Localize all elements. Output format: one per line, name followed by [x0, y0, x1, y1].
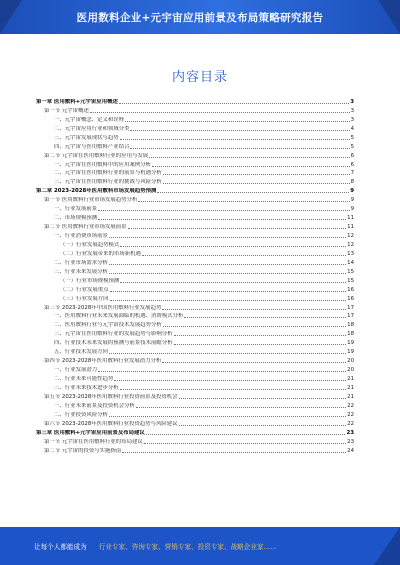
toc-entry-label: （二）行业发展重点 — [60, 286, 109, 293]
toc-leader-dots — [162, 362, 346, 363]
toc-entry[interactable] — [36, 248, 354, 257]
header-bar — [0, 0, 400, 34]
toc-entry-page: 17 — [347, 313, 354, 320]
toc-entry-page: 5 — [350, 134, 354, 141]
toc-entry-page: 4 — [350, 125, 354, 132]
toc-entry-label: 三、元宇宙在医用敷料行业的挑战与风险分析 — [54, 179, 162, 186]
toc-leader-dots — [142, 255, 346, 256]
toc-entry-page: 16 — [347, 286, 354, 293]
toc-leader-dots — [130, 130, 349, 131]
toc-entry[interactable] — [36, 445, 354, 454]
toc-leader-dots — [109, 273, 346, 274]
toc-entry-label: （一）行业发展趋势模式 — [60, 241, 120, 248]
toc-leader-dots — [184, 317, 346, 318]
toc-leader-dots — [120, 389, 346, 390]
toc-entry[interactable] — [36, 266, 354, 275]
toc-entry-page: 9 — [350, 188, 354, 195]
toc-entry-label: 第一节 元宇宙在医用敷料行业的布局建议 — [44, 438, 143, 445]
toc-entry[interactable] — [36, 328, 354, 337]
toc-entry-label: 二、行业投资风险分析 — [54, 411, 108, 418]
toc-leader-dots — [163, 174, 350, 175]
toc-entry-page: 21 — [347, 393, 354, 400]
toc-entry-page: 20 — [347, 367, 354, 374]
toc-entry-label: 二、元宇宙应用行业和领域分类 — [54, 125, 130, 132]
toc-leader-dots — [174, 335, 347, 336]
toc-leader-dots — [120, 282, 346, 283]
toc-entry-page: 6 — [350, 152, 354, 159]
toc-entry-label: 二、行业市场需求分析 — [54, 259, 108, 266]
toc-leader-dots — [109, 264, 346, 265]
footer-bar — [0, 527, 400, 565]
toc-entry-page: 15 — [347, 277, 354, 284]
toc-entry-page: 22 — [347, 420, 354, 427]
toc-entry-page: 12 — [347, 241, 354, 248]
toc-leader-dots — [98, 371, 346, 372]
toc-entry-page: 21 — [347, 384, 354, 391]
toc-entry-label: 二、医用敷料行业与元宇宙技术发展趋势分析 — [54, 322, 162, 329]
toc-leader-dots — [157, 192, 349, 193]
toc-entry-label: （二）行业发展带来的市场新机遇 — [60, 250, 141, 257]
toc-entry-label: 三、元宇宙在医用敷料行业的发展趋势与影响分析 — [54, 331, 173, 338]
toc-entry-label: （三）行业发展方向 — [60, 295, 109, 302]
toc-entry-label: 第二节 元宇宙的投资与实施指南 — [44, 447, 122, 454]
toc-entry[interactable] — [36, 275, 354, 284]
toc-leader-dots — [110, 291, 347, 292]
toc-heading: 内容目录 — [171, 70, 228, 85]
toc-entry[interactable] — [36, 284, 354, 293]
toc-leader-dots — [146, 434, 346, 435]
toc-entry[interactable] — [36, 427, 354, 436]
toc-leader-dots — [138, 201, 349, 202]
toc-entry-label: 第一节 医用敷料行业市场发展趋势分析 — [44, 197, 138, 204]
toc-leader-dots — [90, 112, 350, 113]
toc-entry[interactable] — [36, 230, 354, 239]
toc-entry-page: 18 — [347, 322, 354, 329]
toc-leader-dots — [114, 380, 346, 381]
toc-leader-dots — [163, 326, 346, 327]
toc-leader-dots — [179, 425, 347, 426]
toc-leader-dots — [120, 139, 350, 140]
toc-entry[interactable] — [36, 293, 354, 302]
toc-entry-page: 22 — [347, 411, 354, 418]
toc-entry-label: （一）行业市场规模预测 — [60, 277, 120, 284]
toc-entry-label: 第二章 2023-2028年医用敷料市场发展趋势预测 — [36, 188, 157, 195]
toc-entry-label: 三、行业未来发展分析 — [54, 268, 108, 275]
toc-entry-page: 3 — [350, 98, 354, 105]
toc-entry[interactable] — [36, 418, 354, 427]
toc-entry[interactable] — [36, 176, 354, 185]
toc-entry-page: 3 — [350, 107, 354, 114]
toc-entry[interactable] — [36, 168, 354, 177]
toc-entry-label: 五、行业技术发展方向 — [54, 349, 108, 356]
toc-entry-label: 二、行业未来可能性趋势 — [54, 376, 114, 382]
toc-entry[interactable] — [36, 257, 354, 266]
toc-entry[interactable] — [36, 194, 354, 203]
toc-entry-page: 19 — [347, 349, 354, 356]
toc-entry[interactable] — [36, 114, 354, 123]
toc-entry-page: 24 — [347, 447, 354, 454]
toc-leader-dots — [130, 148, 349, 149]
toc-leader-dots — [109, 353, 346, 354]
toc-entry[interactable] — [36, 203, 354, 212]
toc-entry[interactable] — [36, 159, 354, 168]
toc-entry-page: 16 — [347, 295, 354, 302]
toc-entry-label: 第二节 医用敷料行业市场发展前景 — [44, 224, 127, 231]
toc-leader-dots — [152, 166, 350, 167]
toc-entry-page: 11 — [347, 215, 354, 222]
toc-entry-label: 第四节 2023-2028年医用敷料行业发展潜力分析 — [44, 358, 162, 365]
toc-entry[interactable] — [36, 302, 354, 311]
toc-entry-label: 第五节 2023-2028年医用敷料行业投资前景及投资机会 — [44, 393, 178, 400]
toc-entry[interactable] — [36, 123, 354, 132]
footer-slogan — [34, 541, 277, 551]
toc-entry-label: 一、行业发展前景 — [54, 206, 98, 213]
toc-entry[interactable] — [36, 337, 354, 346]
toc-leader-dots — [98, 210, 349, 211]
toc-entry[interactable] — [36, 364, 354, 373]
toc-leader-dots — [162, 309, 346, 310]
toc-entry[interactable] — [36, 239, 354, 248]
toc-entry-page: 5 — [350, 143, 354, 150]
toc-entry-page: 18 — [347, 331, 354, 338]
toc-entry-page: 7 — [350, 170, 354, 177]
toc-entry-page: 17 — [347, 304, 354, 311]
toc-entry-page: 23 — [346, 429, 354, 436]
toc-entry-label: 四、行业技术未来发展的预测与前景技术前瞻分析 — [54, 340, 173, 347]
toc-leader-dots — [163, 183, 350, 184]
toc-entry-label: 三、元宇宙发展现状与趋势 — [54, 134, 119, 141]
toc-entry-page: 22 — [347, 402, 354, 409]
toc-entry-page: 19 — [347, 340, 354, 347]
toc-entry-label: 第六节 2023-2028年医用敷料行业投资趋势与风险建议 — [44, 420, 178, 427]
toc-entry-page: 8 — [350, 179, 354, 186]
toc-entry-page: 14 — [347, 259, 354, 266]
toc-entry-page: 21 — [347, 376, 354, 382]
toc-entry[interactable] — [36, 185, 354, 194]
footer-slogan-left: 让每个人都能成为 — [34, 543, 87, 551]
table-of-contents — [36, 96, 354, 454]
toc-entry-label: 第一章 医用敷料+元宇宙应用概述 — [36, 98, 118, 105]
toc-entry[interactable] — [36, 409, 354, 418]
toc-entry[interactable] — [36, 400, 354, 409]
footer-slogan-right: 行业专家、咨询专家、营销专家、投资专家、战略企业家…… — [98, 543, 277, 551]
toc-entry[interactable] — [36, 132, 354, 141]
toc-entry-label: 第二节 元宇宙在医用敷料行业的应用与发展 — [44, 152, 149, 159]
toc-entry-page: 9 — [350, 206, 354, 213]
toc-entry[interactable] — [36, 382, 354, 391]
toc-leader-dots — [119, 103, 349, 104]
toc-entry[interactable] — [36, 373, 354, 382]
toc-entry[interactable] — [36, 105, 354, 114]
toc-leader-dots — [122, 452, 346, 453]
footer-right-accent — [374, 527, 400, 565]
toc-leader-dots — [144, 443, 346, 444]
toc-leader-dots — [109, 237, 346, 238]
toc-leader-dots — [98, 219, 346, 220]
toc-entry[interactable] — [36, 346, 354, 355]
toc-entry-label: 一、元宇宙在医用敷料中的应用案例分析 — [54, 161, 152, 168]
toc-entry[interactable] — [36, 150, 354, 159]
toc-entry-page: 9 — [350, 197, 354, 204]
toc-entry[interactable] — [36, 391, 354, 400]
toc-entry[interactable] — [36, 311, 354, 320]
toc-entry[interactable] — [36, 319, 354, 328]
toc-entry-page: 3 — [350, 116, 354, 123]
toc-entry-label: 一、行业消费市场前景 — [54, 233, 108, 239]
toc-leader-dots — [110, 300, 347, 301]
toc-entry-page: 20 — [347, 358, 354, 365]
toc-entry-label: 一、医用敷料行业未来发展面临的机遇、消费模式分析 — [54, 313, 184, 320]
toc-entry-label: 一、元宇宙概念、定义和诠释 — [54, 116, 125, 123]
toc-leader-dots — [179, 398, 347, 399]
toc-entry-label: 一、行业未来前景及投资机会分析 — [54, 402, 135, 409]
toc-entry[interactable] — [36, 221, 354, 230]
toc-entry[interactable] — [36, 141, 354, 150]
toc-entry-label: 一、行业发展潜力 — [54, 367, 98, 374]
toc-leader-dots — [109, 416, 346, 417]
toc-entry-label: 四、元宇宙与医用敷料产业结合 — [54, 143, 130, 150]
toc-leader-dots — [125, 121, 349, 122]
toc-entry[interactable] — [36, 355, 354, 364]
toc-leader-dots — [149, 157, 349, 158]
toc-entry-page: 11 — [347, 224, 354, 231]
toc-entry-label: 二、元宇宙在医用敷料行业的前景与机遇分析 — [54, 170, 162, 177]
toc-leader-dots — [174, 344, 347, 345]
toc-entry-label: 第三节 2023-2028年中国医用敷料行业发展趋势 — [44, 304, 162, 311]
toc-entry-page: 13 — [347, 250, 354, 257]
report-title: 医用数料企业+元宇宙应用前景及布局策略研究报告 — [76, 12, 324, 24]
toc-entry-label: 第三章 医用敷料+元宇宙应用前景及布局建议 — [36, 429, 145, 436]
toc-entry[interactable] — [36, 96, 354, 105]
toc-leader-dots — [128, 228, 347, 229]
toc-entry-page: 23 — [347, 438, 354, 445]
toc-entry-label: 三、行业未来技术进步分析 — [54, 384, 119, 391]
toc-leader-dots — [136, 407, 346, 408]
toc-leader-dots — [120, 246, 346, 247]
toc-entry-label: 二、市场规模预测 — [54, 215, 98, 222]
toc-entry-page: 12 — [347, 233, 354, 239]
toc-entry[interactable] — [36, 212, 354, 221]
toc-entry-label: 第一节 元宇宙概述 — [44, 107, 89, 114]
toc-entry[interactable] — [36, 436, 354, 445]
toc-entry-page: 15 — [347, 268, 354, 275]
toc-entry-page: 6 — [350, 161, 354, 168]
